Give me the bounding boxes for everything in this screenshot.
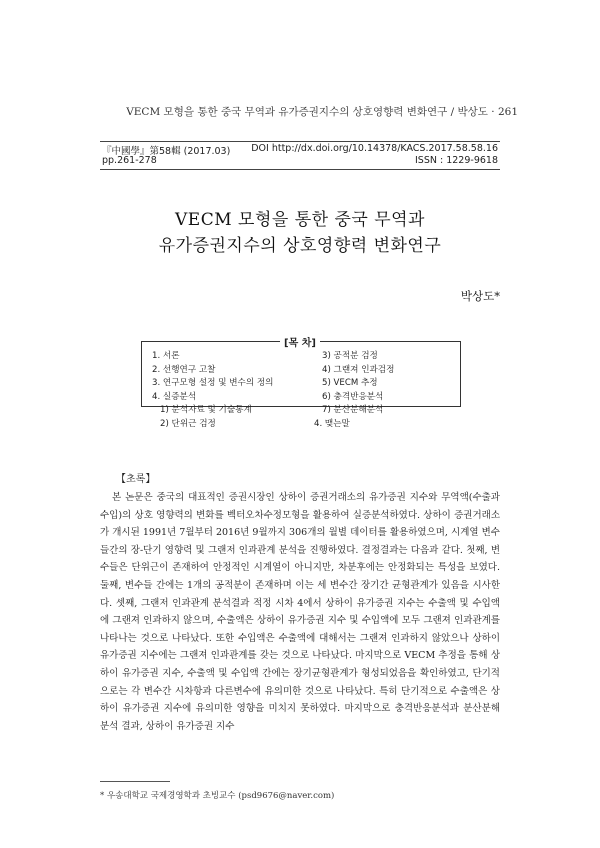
toc-item: 3. 연구모형 설정 및 변수의 정의: [152, 378, 274, 389]
toc-item: 5) VECM 추정: [322, 378, 378, 389]
toc-right-column: [314, 350, 395, 432]
toc-item: 2) 단위근 검정: [160, 418, 216, 429]
toc-item: 7) 분산분해분석: [322, 405, 384, 416]
toc-item: 4) 그랜져 인과검정: [322, 364, 395, 375]
abstract-paragraph: 본 논문은 중국의 대표적인 증권시장인 상하이 증권거래소의 유가증권 지수와 무역액(수출과 수입)의 상호 영향력의 변화를 벡터오차수정모형을 활용하여 실증분석하였다. 상하이 증권거래소가 개시된 1991년 7월부터 2016년 9월까지 306개의 월별 데이터를 활용하였으며, 시계열 변수들간의 장-단기 영향력 및 그랜저 인과관계 분석을 진행하였다. 결정결과는 다음과 같다. 첫째, 변수들은 단위근이 존재하여 안정적인 시계열이 아니지만, 차분후에는 안정화되는 특성을 보였다. 둘째, 변수들 간에는 1개의 공적분이 존재하며 이는 세 변수간 장기간 균형관계가 있음을 시사한다. 셋째, 그랜저 인과관계 분석결과 적정 시차 4에서 상하이 유가증권 지수는 수출액 및 수입액에 그랜져 인과하지 않으며, 수출액은 상하이 유가증권 지수 및 수입액에 모두 그랜져 인과관계를 나타나는 것으로 나타났다. 또한 수입액은 수출액에 대해서는 그랜져 인과하지 않았으나 상하이 유가증권 지수에는 그랜져 인과관계를 갖는 것으로 나타났다. 마지막으로 VECM 추정을 통해 상하이 유가증권 지수, 수출액 및 수입액 간에는 장기균형관계가 형성되었음을 확인하였고, 단기적으로는 각 변수간 시차항과 다른변수에 유의미한 것으로 나타났다. 특히 단기적으로 수출액은 상하이 유가증권 지수에 유의미한 영향을 미치지 못하였다. 마지막으로 충격반응분석과 분산분해 분석 결과, 상하이 유가증권 지수: [100, 492, 500, 732]
abstract-body: [100, 489, 500, 735]
author-footnote: * 우송대학교 국제경영학과 초빙교수 (psd9676@naver.com): [100, 791, 335, 801]
paper-title-line-1: VECM 모형을 통한 중국 무역과: [175, 210, 425, 230]
toc-item: 2. 선행연구 고찰: [152, 364, 216, 375]
paper-title-line-2: 유가증권지수의 상호영향력 변화연구: [158, 236, 442, 256]
toc-item: 6) 충격반응분석: [322, 391, 384, 402]
toc-heading: [목 차]: [0, 334, 600, 349]
toc-item: 1) 분석자료 및 기술통계: [160, 405, 252, 416]
running-header: VECM 모형을 통한 중국 무역과 유가증권지수의 상호영향력 변화연구 / 박상도 · 261: [126, 106, 518, 118]
issn: ISSN : 1229-9618: [415, 155, 498, 166]
toc-item: 4. 실증분석: [152, 391, 197, 402]
meta-top-rule: [100, 141, 500, 142]
toc-left-column: [152, 350, 273, 432]
journal-citation: 『中國學』第58輯 (2017.03): [102, 146, 231, 157]
page-range: pp.261-278: [102, 155, 157, 166]
toc-item: 3) 공적분 검정: [322, 351, 378, 361]
author-name: 박상도*: [460, 289, 500, 303]
table-of-contents: [141, 341, 461, 429]
footnote-rule: [100, 781, 170, 782]
doi-link[interactable]: DOI http://dx.doi.org/10.14378/KACS.2017.58.58.16: [251, 143, 498, 154]
toc-item: 1. 서론: [152, 351, 180, 361]
abstract-label: 【초록】: [116, 474, 156, 485]
journal-meta-row-2: [102, 155, 498, 166]
toc-item: 4. 맺는말: [314, 418, 350, 429]
meta-bottom-rule: [100, 169, 500, 170]
